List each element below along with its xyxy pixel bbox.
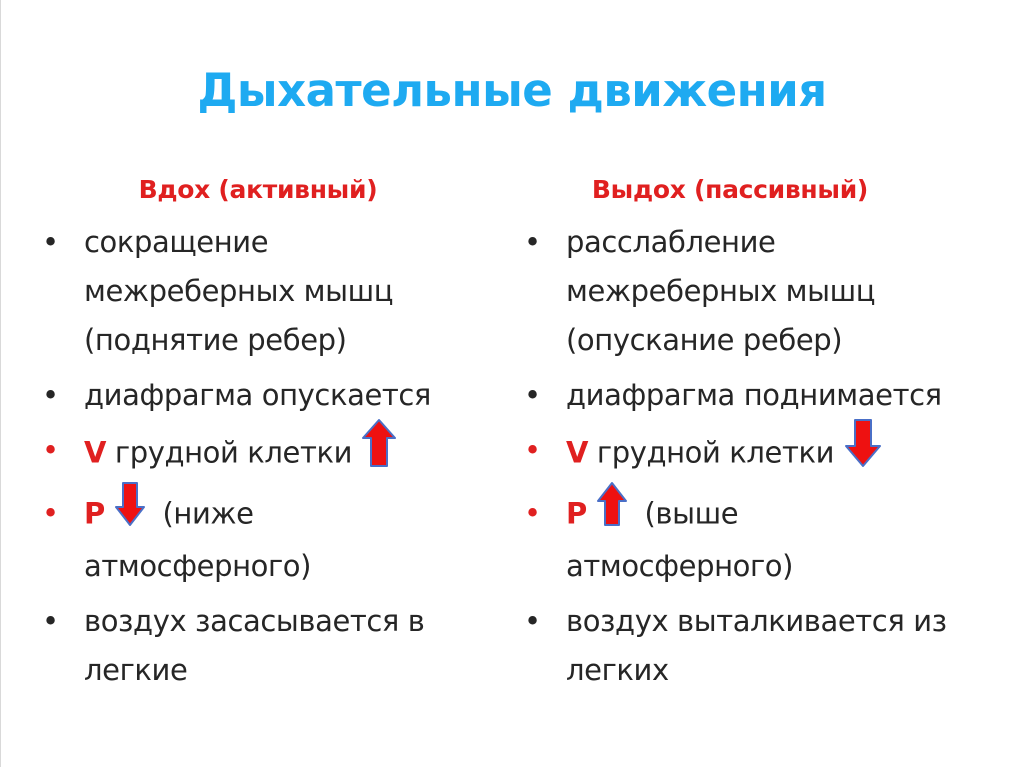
list-item xyxy=(38,218,454,365)
list-item xyxy=(520,489,926,591)
bullet-icon: • xyxy=(42,496,59,530)
item-text: (ниже атмосферного) xyxy=(84,496,312,583)
down-arrow-icon xyxy=(114,481,146,542)
down-arrow-icon xyxy=(843,418,883,483)
list-item xyxy=(520,218,936,365)
bullet-icon: • xyxy=(42,604,59,638)
volume-symbol: V xyxy=(566,435,589,470)
item-text: воздух выталкивается из легких xyxy=(566,604,947,687)
up-arrow-icon xyxy=(596,481,628,542)
bullet-icon: • xyxy=(524,378,541,412)
item-text: диафрагма опускается xyxy=(84,378,431,412)
list-item xyxy=(520,426,1006,483)
bullet-icon: • xyxy=(524,496,541,530)
pressure-symbol: P xyxy=(84,496,105,531)
item-text: грудной клетки xyxy=(588,435,835,470)
list-item xyxy=(38,489,444,591)
bullet-icon: • xyxy=(524,604,541,638)
item-text: сокращение межреберных мышц (поднятие ребер) xyxy=(84,225,394,357)
volume-symbol: V xyxy=(84,435,107,470)
item-text: воздух засасывается в легкие xyxy=(84,604,425,687)
list-item xyxy=(38,371,504,420)
list-item xyxy=(520,597,1006,695)
exhale-heading: Выдох (пассивный) xyxy=(591,175,869,204)
item-text: диафрагма поднимается xyxy=(566,378,942,412)
bullet-icon: • xyxy=(42,433,59,467)
up-arrow-icon xyxy=(361,418,397,483)
inhale-column xyxy=(38,168,478,695)
bullet-icon: • xyxy=(524,433,541,467)
bullet-icon: • xyxy=(524,225,541,259)
pressure-symbol: P xyxy=(566,496,587,531)
list-item xyxy=(520,371,1024,420)
list-item xyxy=(38,426,504,483)
slide-title: Дыхательные движения xyxy=(197,64,827,117)
list-item xyxy=(38,597,484,695)
item-text: (выше атмосферного) xyxy=(566,496,794,583)
bullet-icon: • xyxy=(42,378,59,412)
item-text: грудной клетки xyxy=(106,435,353,470)
exhale-column xyxy=(520,168,1000,695)
item-text: расслабление межреберных мышц (опускание ребер) xyxy=(566,225,876,357)
bullet-icon: • xyxy=(42,225,59,259)
inhale-heading: Вдох (активный) xyxy=(138,175,378,204)
